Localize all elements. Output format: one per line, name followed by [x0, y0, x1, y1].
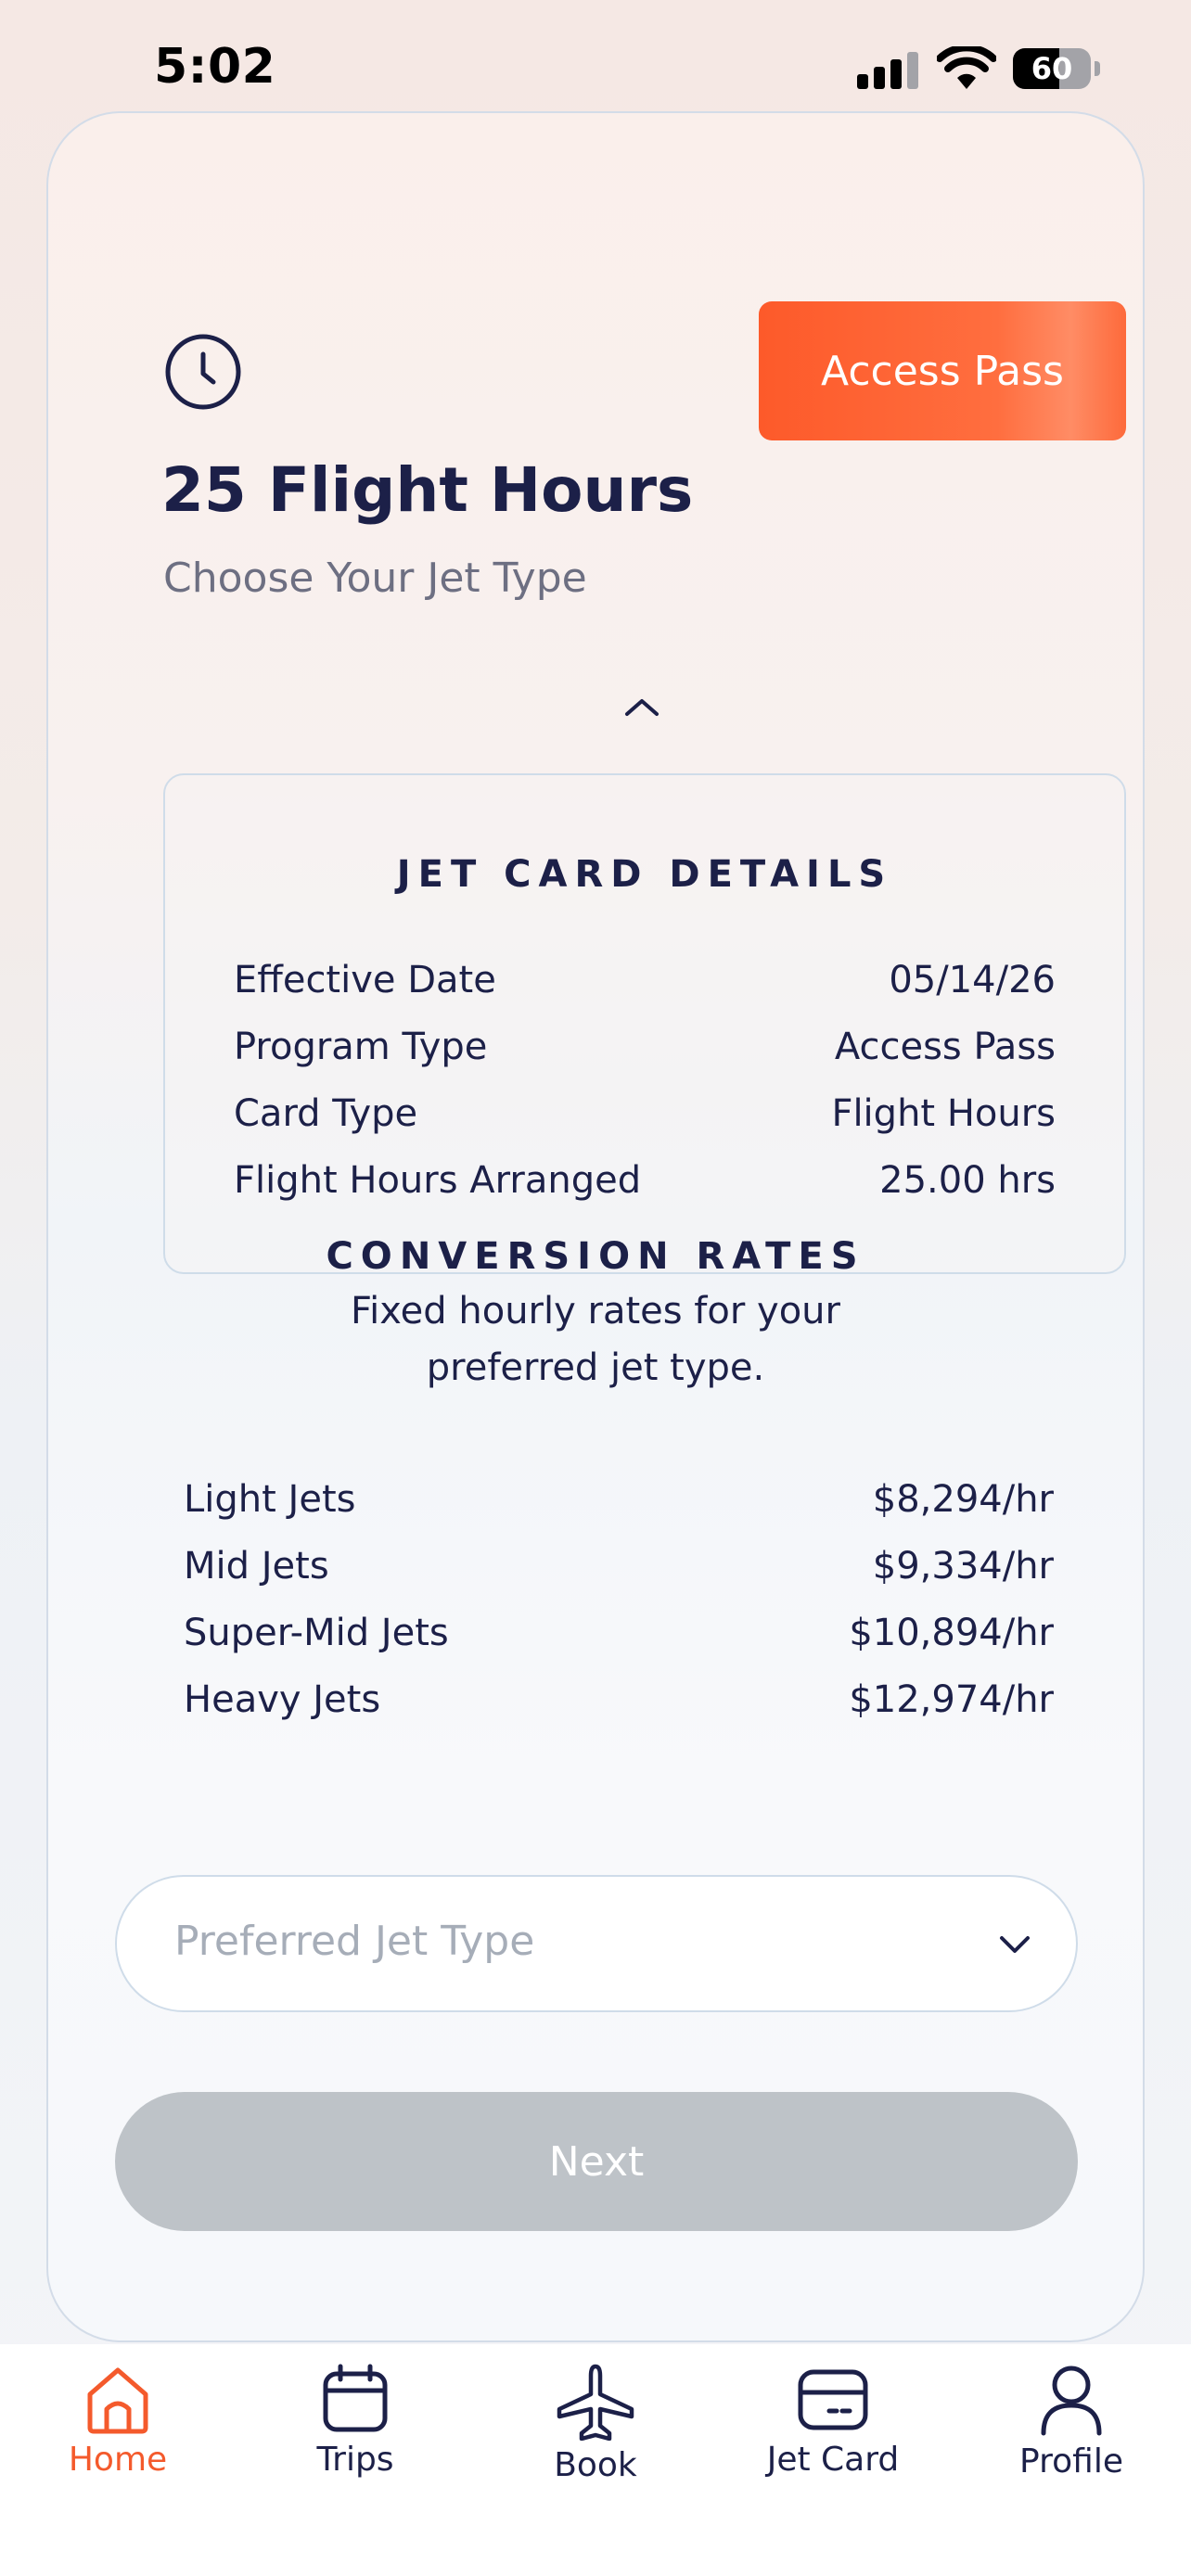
detail-label: Effective Date	[234, 959, 496, 1001]
tab-label: Home	[68, 2441, 168, 2479]
tab-label: Book	[554, 2446, 637, 2484]
detail-label: Program Type	[234, 1026, 488, 1068]
tab-jet-card[interactable]	[722, 2344, 944, 2502]
calendar-icon	[320, 2363, 391, 2435]
rates-description-line: Fixed hourly rates for your	[351, 1290, 840, 1333]
tab-book[interactable]	[484, 2344, 707, 2502]
detail-value: Access Pass	[834, 1026, 1056, 1068]
tab-home[interactable]	[6, 2344, 229, 2502]
detail-value: 25.00 hrs	[879, 1159, 1056, 1202]
rate-label: Light Jets	[184, 1478, 356, 1521]
detail-label: Card Type	[234, 1092, 418, 1135]
battery-icon	[1013, 48, 1091, 89]
rate-value: $10,894/hr	[849, 1612, 1054, 1654]
details-heading: JET CARD DETAILS	[396, 853, 893, 896]
tab-bar	[0, 2344, 1191, 2576]
tab-label: Jet Card	[766, 2441, 900, 2479]
rate-label: Heavy Jets	[184, 1678, 381, 1721]
access-pass-badge[interactable]: Access Pass	[759, 301, 1126, 440]
next-button[interactable]: Next	[115, 2092, 1078, 2231]
person-icon	[1036, 2363, 1107, 2437]
rates-description	[48, 1283, 1143, 1396]
battery-level: 60	[1031, 51, 1073, 86]
status-bar	[0, 0, 1191, 130]
rate-value: $8,294/hr	[872, 1478, 1054, 1521]
detail-value: 05/14/26	[889, 959, 1056, 1001]
rates-heading: CONVERSION RATES	[326, 1235, 865, 1278]
page-title: 25 Flight Hours	[161, 454, 694, 526]
airplane-icon	[554, 2363, 637, 2441]
rates-description-line: preferred jet type.	[426, 1346, 765, 1389]
rate-value: $12,974/hr	[849, 1678, 1054, 1721]
battery-tip	[1095, 61, 1100, 76]
tab-label: Trips	[316, 2441, 394, 2479]
rate-label: Mid Jets	[184, 1545, 329, 1588]
tab-trips[interactable]	[244, 2344, 467, 2502]
signal-icon	[857, 52, 918, 89]
clock-icon	[163, 332, 243, 412]
jet-card-details	[163, 773, 1126, 1274]
detail-value: Flight Hours	[831, 1092, 1056, 1135]
card-icon	[796, 2363, 870, 2435]
status-time: 5:02	[154, 39, 276, 95]
chevron-up-icon[interactable]	[620, 692, 664, 720]
rate-label: Super-Mid Jets	[184, 1612, 449, 1654]
chevron-down-icon	[996, 1932, 1033, 1957]
page-subtitle: Choose Your Jet Type	[163, 555, 587, 602]
detail-label: Flight Hours Arranged	[234, 1159, 642, 1202]
tab-profile[interactable]	[960, 2344, 1183, 2502]
wifi-icon	[937, 46, 996, 91]
tab-label: Profile	[1019, 2442, 1123, 2480]
home-icon	[83, 2363, 153, 2435]
preferred-jet-type-select[interactable]	[115, 1875, 1078, 2012]
select-placeholder: Preferred Jet Type	[174, 1918, 535, 1965]
rate-value: $9,334/hr	[872, 1545, 1054, 1588]
